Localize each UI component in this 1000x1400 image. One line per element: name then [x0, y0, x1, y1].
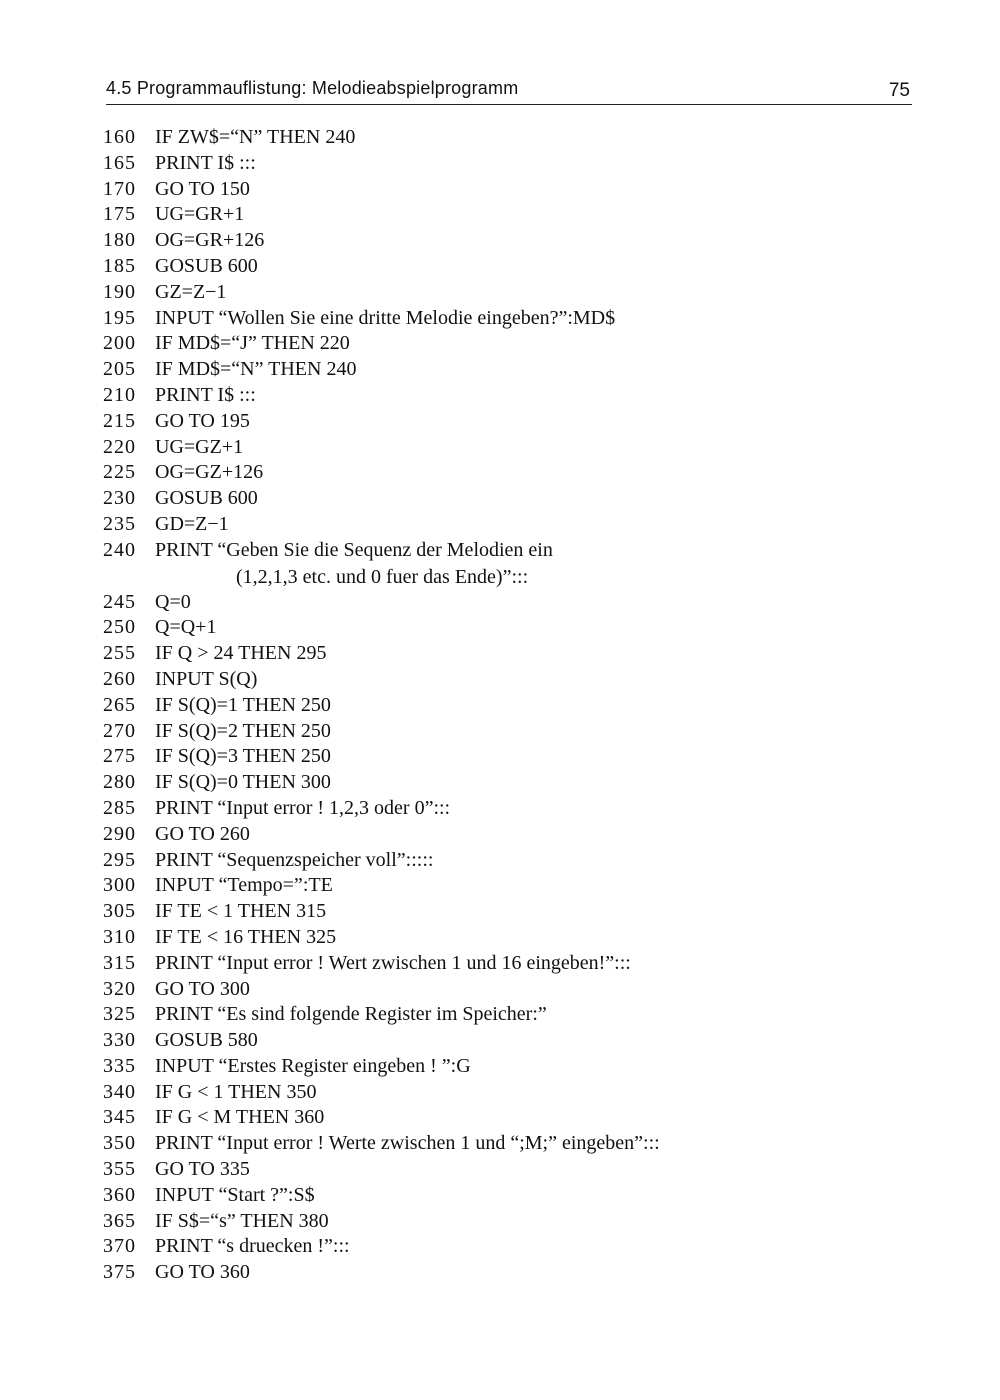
- line-number: 195: [103, 306, 136, 329]
- line-number: 170: [103, 177, 136, 200]
- code-line: [103, 177, 963, 203]
- code-statement: GD=Z−1: [155, 512, 229, 535]
- line-number: 375: [103, 1261, 136, 1284]
- line-number: 230: [103, 487, 136, 510]
- code-statement: GOSUB 600: [155, 254, 258, 277]
- code-statement: UG=GR+1: [155, 203, 245, 226]
- line-number: 300: [103, 874, 136, 897]
- code-line: [103, 409, 963, 435]
- line-number: 175: [103, 203, 136, 226]
- line-number: 310: [103, 925, 136, 948]
- code-statement: IF G < 1 THEN 350: [155, 1080, 317, 1103]
- line-number: 190: [103, 280, 136, 303]
- line-number: 235: [103, 512, 136, 535]
- line-number: 185: [103, 254, 136, 277]
- code-line: [103, 228, 963, 254]
- line-number: 290: [103, 822, 136, 845]
- code-line: [103, 590, 963, 616]
- line-number: 315: [103, 951, 136, 974]
- code-statement: GOSUB 580: [155, 1029, 258, 1052]
- program-listing: [103, 125, 963, 1286]
- line-number: 225: [103, 461, 136, 484]
- code-line: [103, 331, 963, 357]
- code-statement: INPUT “Start ?”:S$: [155, 1183, 315, 1206]
- line-number: 210: [103, 383, 136, 406]
- code-statement: GO TO 335: [155, 1158, 250, 1181]
- line-number: 325: [103, 1003, 136, 1026]
- code-statement: PRINT “Sequenzspeicher voll”:::::: [155, 848, 434, 871]
- code-statement: IF S(Q)=0 THEN 300: [155, 771, 331, 794]
- line-number: 305: [103, 900, 136, 923]
- code-statement: INPUT S(Q): [155, 667, 258, 690]
- line-number: 240: [103, 538, 136, 561]
- line-number: 355: [103, 1158, 136, 1181]
- code-line: [103, 873, 963, 899]
- code-statement: OG=GZ+126: [155, 461, 264, 484]
- code-statement: PRINT “Input error ! 1,2,3 oder 0”:::: [155, 796, 451, 819]
- line-number: 200: [103, 332, 136, 355]
- code-statement: PRINT “Input error ! Werte zwischen 1 und “;M;” eingeben”:::: [155, 1132, 660, 1155]
- line-number: 265: [103, 693, 136, 716]
- line-number: 335: [103, 1054, 136, 1077]
- code-statement: IF TE < 1 THEN 315: [155, 900, 327, 923]
- line-number: 330: [103, 1029, 136, 1052]
- code-line: [103, 1260, 963, 1286]
- line-number: 260: [103, 667, 136, 690]
- code-line: [103, 357, 963, 383]
- code-line: [103, 744, 963, 770]
- code-line: [103, 306, 963, 332]
- line-number: 340: [103, 1080, 136, 1103]
- code-continuation: (1,2,1,3 etc. und 0 fuer das Ende)”:::: [236, 565, 529, 588]
- code-line: [103, 1080, 963, 1106]
- code-line: [103, 667, 963, 693]
- line-number: 365: [103, 1209, 136, 1232]
- code-line: [103, 770, 963, 796]
- code-line: [103, 977, 963, 1003]
- code-statement: PRINT I$ :::: [155, 151, 256, 174]
- code-line: [103, 641, 963, 667]
- code-statement: PRINT I$ :::: [155, 383, 256, 406]
- line-number: 320: [103, 977, 136, 1000]
- code-line: [103, 125, 963, 151]
- line-number: 280: [103, 771, 136, 794]
- code-statement: IF MD$=“N” THEN 240: [155, 358, 357, 381]
- code-line: [103, 202, 963, 228]
- code-statement: PRINT “s druecken !”:::: [155, 1235, 350, 1258]
- line-number: 285: [103, 796, 136, 819]
- code-line: [103, 1234, 963, 1260]
- code-line: [103, 1028, 963, 1054]
- code-line: [103, 719, 963, 745]
- line-number: 255: [103, 642, 136, 665]
- line-number: 215: [103, 409, 136, 432]
- code-statement: PRINT “Input error ! Wert zwischen 1 und 16 eingeben!”:::: [155, 951, 631, 974]
- code-line: [103, 383, 963, 409]
- code-line: [103, 512, 963, 538]
- line-number: 180: [103, 229, 136, 252]
- code-statement: INPUT “Erstes Register eingeben ! ”:G: [155, 1054, 471, 1077]
- code-line: [103, 486, 963, 512]
- code-line: [103, 1157, 963, 1183]
- line-number: 270: [103, 719, 136, 742]
- code-statement: UG=GZ+1: [155, 435, 244, 458]
- code-line: [103, 899, 963, 925]
- code-statement: GO TO 195: [155, 409, 250, 432]
- line-number: 220: [103, 435, 136, 458]
- line-number: 165: [103, 151, 136, 174]
- line-number: 275: [103, 745, 136, 768]
- code-statement: INPUT “Wollen Sie eine dritte Melodie eingeben?”:MD$: [155, 306, 616, 329]
- code-line: [103, 1183, 963, 1209]
- code-statement: Q=0: [155, 590, 191, 613]
- code-line: [103, 1209, 963, 1235]
- code-statement: GO TO 300: [155, 977, 250, 1000]
- code-statement: IF S(Q)=3 THEN 250: [155, 745, 331, 768]
- code-statement: GOSUB 600: [155, 487, 258, 510]
- code-line: [103, 693, 963, 719]
- section-title: 4.5 Programmauflistung: Melodieabspielprogramm: [106, 78, 519, 98]
- code-statement: INPUT “Tempo=”:TE: [155, 874, 333, 897]
- code-statement: IF S$=“s” THEN 380: [155, 1209, 329, 1232]
- code-statement: GO TO 150: [155, 177, 250, 200]
- code-statement: IF ZW$=“N” THEN 240: [155, 126, 356, 148]
- line-number: 160: [103, 126, 136, 148]
- code-statement: IF G < M THEN 360: [155, 1106, 325, 1129]
- code-line: [103, 925, 963, 951]
- code-statement: IF S(Q)=2 THEN 250: [155, 719, 331, 742]
- code-statement: Q=Q+1: [155, 616, 217, 639]
- code-line: [103, 615, 963, 641]
- code-line: [103, 254, 963, 280]
- code-line: [103, 796, 963, 822]
- code-line: [103, 848, 963, 874]
- code-statement: GO TO 260: [155, 822, 250, 845]
- code-statement: PRINT “Geben Sie die Sequenz der Melodien ein: [155, 538, 553, 561]
- line-number: 345: [103, 1106, 136, 1129]
- line-number: 205: [103, 358, 136, 381]
- line-number: 350: [103, 1132, 136, 1155]
- page-header: [106, 76, 912, 105]
- code-line: [103, 435, 963, 461]
- code-line: [103, 280, 963, 306]
- line-number: 370: [103, 1235, 136, 1258]
- code-statement: IF MD$=“J” THEN 220: [155, 332, 350, 355]
- code-line: [103, 1002, 963, 1028]
- code-statement: IF S(Q)=1 THEN 250: [155, 693, 331, 716]
- code-line: [103, 1131, 963, 1157]
- page-number: 75: [888, 80, 910, 101]
- code-line: [103, 538, 963, 564]
- code-line: [103, 151, 963, 177]
- code-line: [103, 460, 963, 486]
- code-statement: PRINT “Es sind folgende Register im Speicher:”: [155, 1003, 547, 1026]
- line-number: 360: [103, 1183, 136, 1206]
- code-statement: GZ=Z−1: [155, 280, 227, 303]
- code-statement: OG=GR+126: [155, 229, 265, 252]
- code-statement: IF Q > 24 THEN 295: [155, 642, 327, 665]
- line-number: 250: [103, 616, 136, 639]
- code-statement: IF TE < 16 THEN 325: [155, 925, 337, 948]
- line-number: 295: [103, 848, 136, 871]
- code-line: [103, 1054, 963, 1080]
- code-line: [103, 1105, 963, 1131]
- code-line: [103, 951, 963, 977]
- code-line: [103, 822, 963, 848]
- code-statement: GO TO 360: [155, 1261, 250, 1284]
- line-number: 245: [103, 590, 136, 613]
